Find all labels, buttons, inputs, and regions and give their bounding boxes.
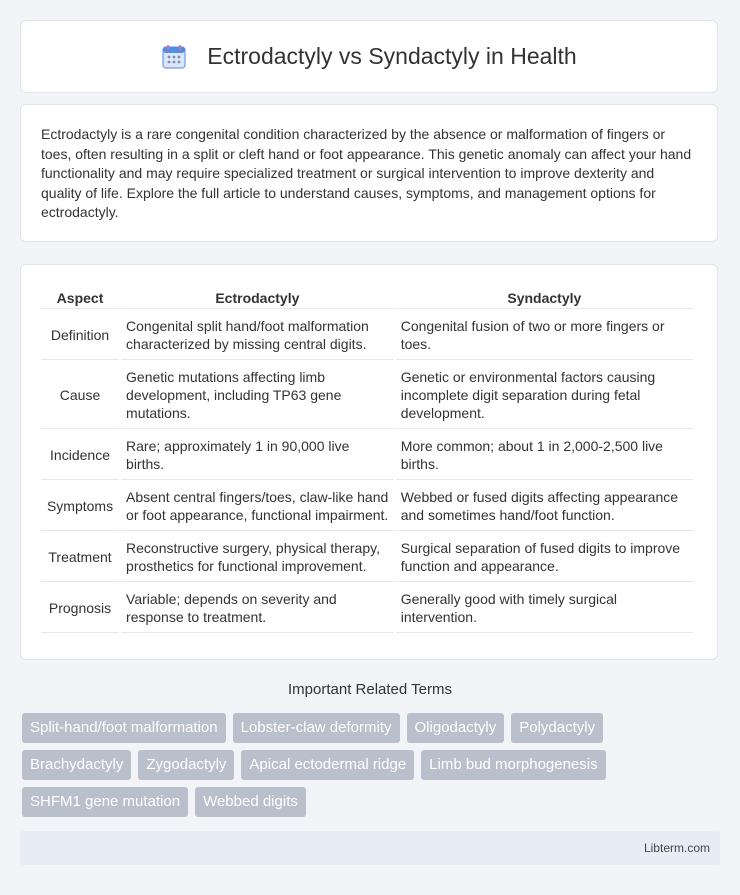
table-header-row (41, 287, 693, 309)
syndactyly-cell: Surgical separation of fused digits to improve function and appearance. (396, 533, 693, 582)
ectrodactyly-cell: Reconstructive surgery, physical therapy, prosthetics for functional improvement. (121, 533, 394, 582)
comparison-card (20, 264, 718, 660)
ectrodactyly-cell: Genetic mutations affecting limb development, including TP63 gene mutations. (121, 362, 394, 429)
related-term-tag[interactable]: SHFM1 gene mutation (22, 787, 188, 817)
ectrodactyly-cell: Absent central fingers/toes, claw-like hand or foot appearance, functional impairment. (121, 482, 394, 531)
footer-site-link[interactable]: Libterm.com (643, 841, 710, 855)
aspect-cell: Treatment (41, 533, 119, 582)
syndactyly-cell: More common; about 1 in 2,000-2,500 live births. (396, 431, 693, 480)
header-aspect: Aspect (41, 287, 119, 309)
aspect-cell: Cause (41, 362, 119, 429)
header-syndactyly: Syndactyly (396, 287, 693, 309)
footer (20, 831, 720, 865)
header-card (20, 20, 718, 93)
related-term-tag[interactable]: Apical ectodermal ridge (241, 750, 414, 780)
table-row (41, 482, 693, 531)
header-ectrodactyly: Ectrodactyly (121, 287, 394, 309)
intro-text: Ectrodactyly is a rare congenital condition characterized by the absence or malformation of fingers or toes, often resulting in a split or cleft hand or foot appearance. This genetic anomaly can affect your hand functionality and may require specialized treatment or surgical intervention to improve dexterity and quality of life. Explore the full article to understand causes, symptoms, and management options for ectrodactyly. (41, 126, 692, 221)
aspect-cell: Definition (41, 311, 119, 360)
syndactyly-cell: Generally good with timely surgical intervention. (396, 584, 693, 633)
syndactyly-cell: Congenital fusion of two or more fingers or toes. (396, 311, 693, 360)
intro-card (20, 104, 718, 242)
aspect-cell: Prognosis (41, 584, 119, 633)
related-term-tag[interactable]: Polydactyly (511, 713, 603, 743)
table-row (41, 584, 693, 633)
related-term-tag[interactable]: Webbed digits (195, 787, 306, 817)
related-term-tag[interactable]: Brachydactyly (22, 750, 131, 780)
table-row (41, 431, 693, 480)
related-term-tag[interactable]: Zygodactyly (138, 750, 234, 780)
syndactyly-cell: Webbed or fused digits affecting appearance and sometimes hand/foot function. (396, 482, 693, 531)
table-row (41, 311, 693, 360)
related-terms-title: Important Related Terms (288, 681, 452, 698)
related-term-tag[interactable]: Lobster-claw deformity (233, 713, 400, 743)
related-term-tag[interactable]: Oligodactyly (407, 713, 505, 743)
ectrodactyly-cell: Congenital split hand/foot malformation characterized by missing central digits. (121, 311, 394, 360)
related-terms-list (22, 713, 722, 824)
page-title: Ectrodactyly vs Syndactyly in Health (207, 43, 577, 69)
table-row (41, 533, 693, 582)
comparison-table (39, 285, 695, 635)
related-term-tag[interactable]: Limb bud morphogenesis (421, 750, 605, 780)
aspect-cell: Symptoms (41, 482, 119, 531)
syndactyly-cell: Genetic or environmental factors causing incomplete digit separation during fetal development. (396, 362, 693, 429)
calendar-grid-icon (161, 44, 187, 70)
title-wrap (161, 43, 576, 70)
related-term-tag[interactable]: Split-hand/foot malformation (22, 713, 226, 743)
ectrodactyly-cell: Variable; depends on severity and response to treatment. (121, 584, 394, 633)
table-row (41, 362, 693, 429)
aspect-cell: Incidence (41, 431, 119, 480)
ectrodactyly-cell: Rare; approximately 1 in 90,000 live births. (121, 431, 394, 480)
